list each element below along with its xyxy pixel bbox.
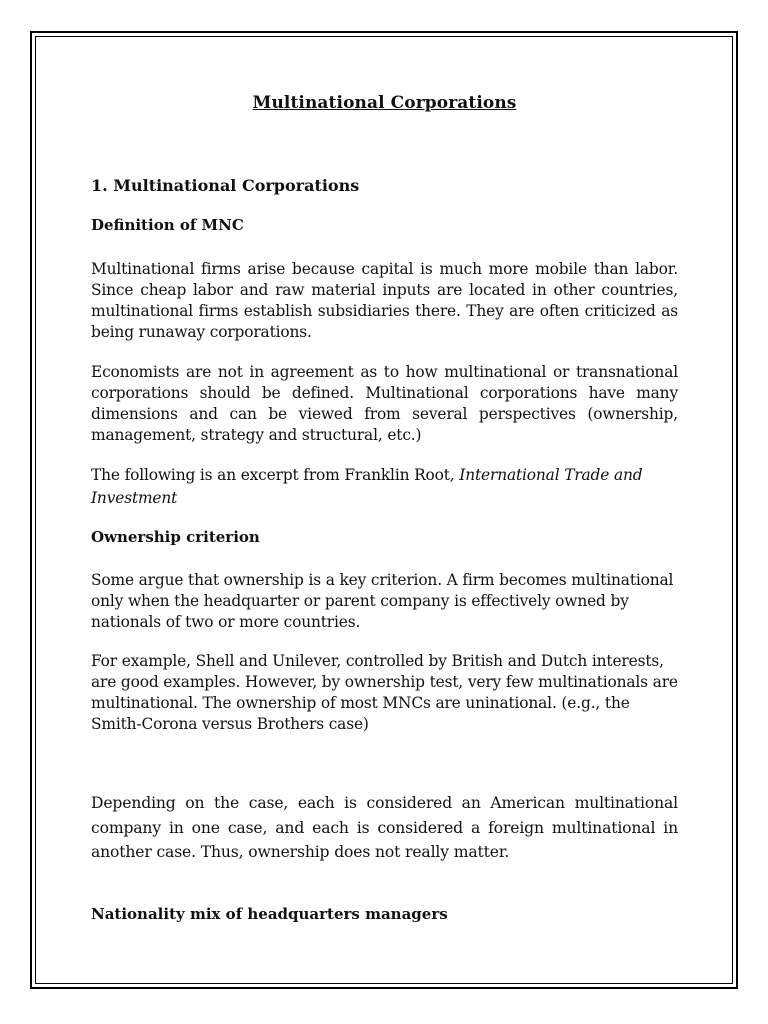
ownership-heading: Ownership criterion xyxy=(91,528,260,546)
paragraph-excerpt xyxy=(91,464,678,510)
book-title: International Trade and Investment xyxy=(91,466,643,507)
paragraph-depending: Depending on the case, each is considered an American multinational company in one case, and each is considered a foreign multinational in another case. Thus, ownership does not really matter. xyxy=(91,794,678,861)
excerpt-prefix: The following is an excerpt from Franklin Root, xyxy=(91,466,460,484)
paragraph-economists: Economists are not in agreement as to how multinational or transnational corporations should be defined. Multinational corporations have many dimensions and can be viewed from several perspectives (ownership, management, strategy and structural, etc.) xyxy=(91,363,678,444)
paragraph-definition: Multinational firms arise because capital is much more mobile than labor. Since cheap labor and raw material inputs are located in other countries, multinational firms establish subsidiaries there. They are often criticized as being runaway corporations. xyxy=(91,260,678,341)
paragraph-example: For example, Shell and Unilever, controlled by British and Dutch interests, are good examples. However, by ownership test, very few multinationals are multinational. The ownership of most MNCs are uninational. (e.g., the Smith-Corona versus Brothers case) xyxy=(91,652,678,733)
definition-heading: Definition of MNC xyxy=(91,216,244,234)
document-title: Multinational Corporations xyxy=(252,93,517,113)
nationality-heading: Nationality mix of headquarters managers xyxy=(91,905,448,923)
paragraph-ownership: Some argue that ownership is a key criterion. A firm becomes multinational only when the headquarter or parent company is effectively owned by nationals of two or more countries. xyxy=(91,571,674,631)
section-heading: 1. Multinational Corporations xyxy=(91,176,360,195)
